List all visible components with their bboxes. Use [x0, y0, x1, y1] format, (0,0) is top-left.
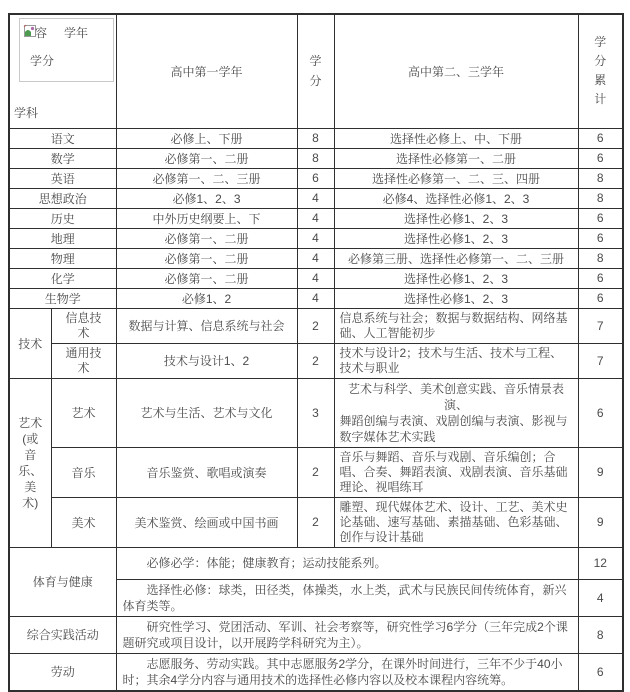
later-years-cell: 音乐与舞蹈、音乐与戏剧、音乐编创；合唱、合奏、舞蹈表演、戏剧表演、音乐基础理论、视唱练耳: [334, 447, 578, 497]
subject-cell: 通用技术: [51, 343, 116, 378]
table-row: [9, 653, 623, 691]
header-first-year: 高中第一学年: [116, 14, 297, 128]
header-later-years: 高中第二、三学年: [334, 14, 578, 128]
cumulative-cell: 6: [578, 653, 623, 691]
pe-content-cell: 必修必学：体能；健康教育；运动技能系列。: [116, 547, 578, 579]
table-row: [9, 188, 623, 208]
arts-group-cell: 艺术(或音乐、美术): [9, 378, 51, 547]
later-years-cell: 艺术与科学、美术创意实践、音乐情景表演、 舞蹈创编与表演、戏剧创编与表演、影视与数字媒体艺术实践: [334, 378, 578, 447]
first-year-cell: 技术与设计1、2: [116, 343, 297, 378]
cumulative-cell: 8: [578, 168, 623, 188]
table-row: [9, 308, 623, 343]
first-year-cell: 必修1、2: [116, 288, 297, 308]
cumulative-cell: 6: [578, 268, 623, 288]
credit-cell: 4: [297, 228, 334, 248]
subject-cell: 语文: [9, 128, 116, 148]
first-year-cell: 必修1、2、3: [116, 188, 297, 208]
later-years-cell: 选择性必修第一、二、三、四册: [334, 168, 578, 188]
later-years-cell: 选择性必修1、2、3: [334, 208, 578, 228]
first-year-cell: 必修第一、二册: [116, 268, 297, 288]
labor-subject-cell: 劳动: [9, 653, 116, 691]
practice-content-cell: 研究性学习、党团活动、军训、社会考察等，研究性学习6学分（三年完成2个课题研究或项目设计，以开展跨学科研究为主）。: [116, 616, 578, 653]
credit-cell: 4: [297, 288, 334, 308]
corner-subject-label: 学科: [14, 105, 39, 120]
subject-cell: 化学: [9, 268, 116, 288]
first-year-cell: 必修第一、二、三册: [116, 168, 297, 188]
labor-content-cell: 志愿服务、劳动实践。其中志愿服务2学分，在课外时间进行，三年不少于40小时；其余4学分内容与通用技术的选择性必修内容以及校本课程内容统筹。: [116, 653, 578, 691]
credit-cell: 4: [297, 268, 334, 288]
credit-cell: 8: [297, 128, 334, 148]
later-years-cell: 选择性必修第一、二册: [334, 148, 578, 168]
subject-cell: 思想政治: [9, 188, 116, 208]
first-year-cell: 必修第一、二册: [116, 248, 297, 268]
cumulative-cell: 8: [578, 248, 623, 268]
subject-cell: 历史: [9, 208, 116, 228]
cumulative-cell: 8: [578, 188, 623, 208]
corner-year-label: 学年: [64, 26, 89, 40]
subject-cell: 信息技术: [51, 308, 116, 343]
corner-box: [19, 18, 114, 82]
cumulative-cell: 7: [578, 308, 623, 343]
table-row: [9, 148, 623, 168]
subject-cell: 美术: [51, 497, 116, 547]
credit-cell: 2: [297, 497, 334, 547]
credit-cell: 2: [297, 308, 334, 343]
later-years-cell: 雕塑、现代媒体艺术、设计、工艺、美术史论基础、速写基础、素描基础、色彩基础、创作与设计基础: [334, 497, 578, 547]
table-row: [9, 497, 623, 547]
header-cumulative: 学分累计: [578, 14, 623, 128]
table-row: [9, 168, 623, 188]
later-years-cell: 技术与设计2；技术与生活、技术与工程、技术与职业: [334, 343, 578, 378]
first-year-cell: 必修第一、二册: [116, 148, 297, 168]
cumulative-cell: 6: [578, 228, 623, 248]
first-year-cell: 数据与计算、信息系统与社会: [116, 308, 297, 343]
table-row: [9, 378, 623, 447]
subject-cell: 物理: [9, 248, 116, 268]
table-row: [9, 547, 623, 579]
table-row: [9, 268, 623, 288]
credit-cell: 4: [297, 208, 334, 228]
cumulative-cell: 12: [578, 547, 623, 579]
table-row: [9, 447, 623, 497]
header-row: [9, 14, 623, 128]
cumulative-cell: 9: [578, 447, 623, 497]
header-credit: 学分: [297, 14, 334, 128]
table-row: [9, 248, 623, 268]
first-year-cell: 音乐鉴赏、歌唱或演奏: [116, 447, 297, 497]
credit-cell: 4: [297, 188, 334, 208]
cumulative-cell: 6: [578, 128, 623, 148]
later-years-cell: 必修第三册、选择性必修第一、二、三册: [334, 248, 578, 268]
cumulative-cell: 9: [578, 497, 623, 547]
subject-cell: 数学: [9, 148, 116, 168]
later-years-cell: 选择性必修上、中、下册: [334, 128, 578, 148]
later-years-cell: 信息系统与社会；数据与数据结构、网络基础、人工智能初步: [334, 308, 578, 343]
table-row: [9, 228, 623, 248]
cumulative-cell: 6: [578, 208, 623, 228]
cumulative-cell: 6: [578, 148, 623, 168]
later-years-cell: 必修4、选择性必修1、2、3: [334, 188, 578, 208]
table-row: [9, 343, 623, 378]
credit-cell: 8: [297, 148, 334, 168]
first-year-cell: 必修上、下册: [116, 128, 297, 148]
pe-content-cell: 选择性必修：球类，田径类，体操类，水上类，武术与民族民间传统体育，新兴体育类等。: [116, 579, 578, 616]
corner-credit-label: 学分: [30, 54, 55, 68]
cumulative-cell: 6: [578, 288, 623, 308]
later-years-cell: 选择性必修1、2、3: [334, 228, 578, 248]
table-row: [9, 616, 623, 653]
table-row: [9, 128, 623, 148]
corner-cell: [9, 14, 116, 128]
subject-cell: 生物学: [9, 288, 116, 308]
credit-cell: 2: [297, 343, 334, 378]
later-years-cell: 选择性必修1、2、3: [334, 268, 578, 288]
table-row: [9, 288, 623, 308]
subject-cell: 艺术: [51, 378, 116, 447]
subject-cell: 英语: [9, 168, 116, 188]
credit-cell: 6: [297, 168, 334, 188]
credit-cell: 2: [297, 447, 334, 497]
credit-cell: 3: [297, 378, 334, 447]
corner-content-label: 容: [35, 26, 48, 40]
cumulative-cell: 6: [578, 378, 623, 447]
first-year-cell: 美术鉴赏、绘画或中国书画: [116, 497, 297, 547]
cumulative-cell: 4: [578, 579, 623, 616]
subject-cell: 音乐: [51, 447, 116, 497]
credit-cell: 4: [297, 248, 334, 268]
first-year-cell: 艺术与生活、艺术与文化: [116, 378, 297, 447]
cumulative-cell: 8: [578, 616, 623, 653]
first-year-cell: 必修第一、二册: [116, 228, 297, 248]
practice-subject-cell: 综合实践活动: [9, 616, 116, 653]
table-row: [9, 208, 623, 228]
cumulative-cell: 7: [578, 343, 623, 378]
pe-group-cell: 体育与健康: [9, 547, 116, 616]
tech-group-cell: 技术: [9, 308, 51, 378]
subject-cell: 地理: [9, 228, 116, 248]
first-year-cell: 中外历史纲要上、下: [116, 208, 297, 228]
later-years-cell: 选择性必修1、2、3: [334, 288, 578, 308]
curriculum-table: [8, 13, 624, 692]
